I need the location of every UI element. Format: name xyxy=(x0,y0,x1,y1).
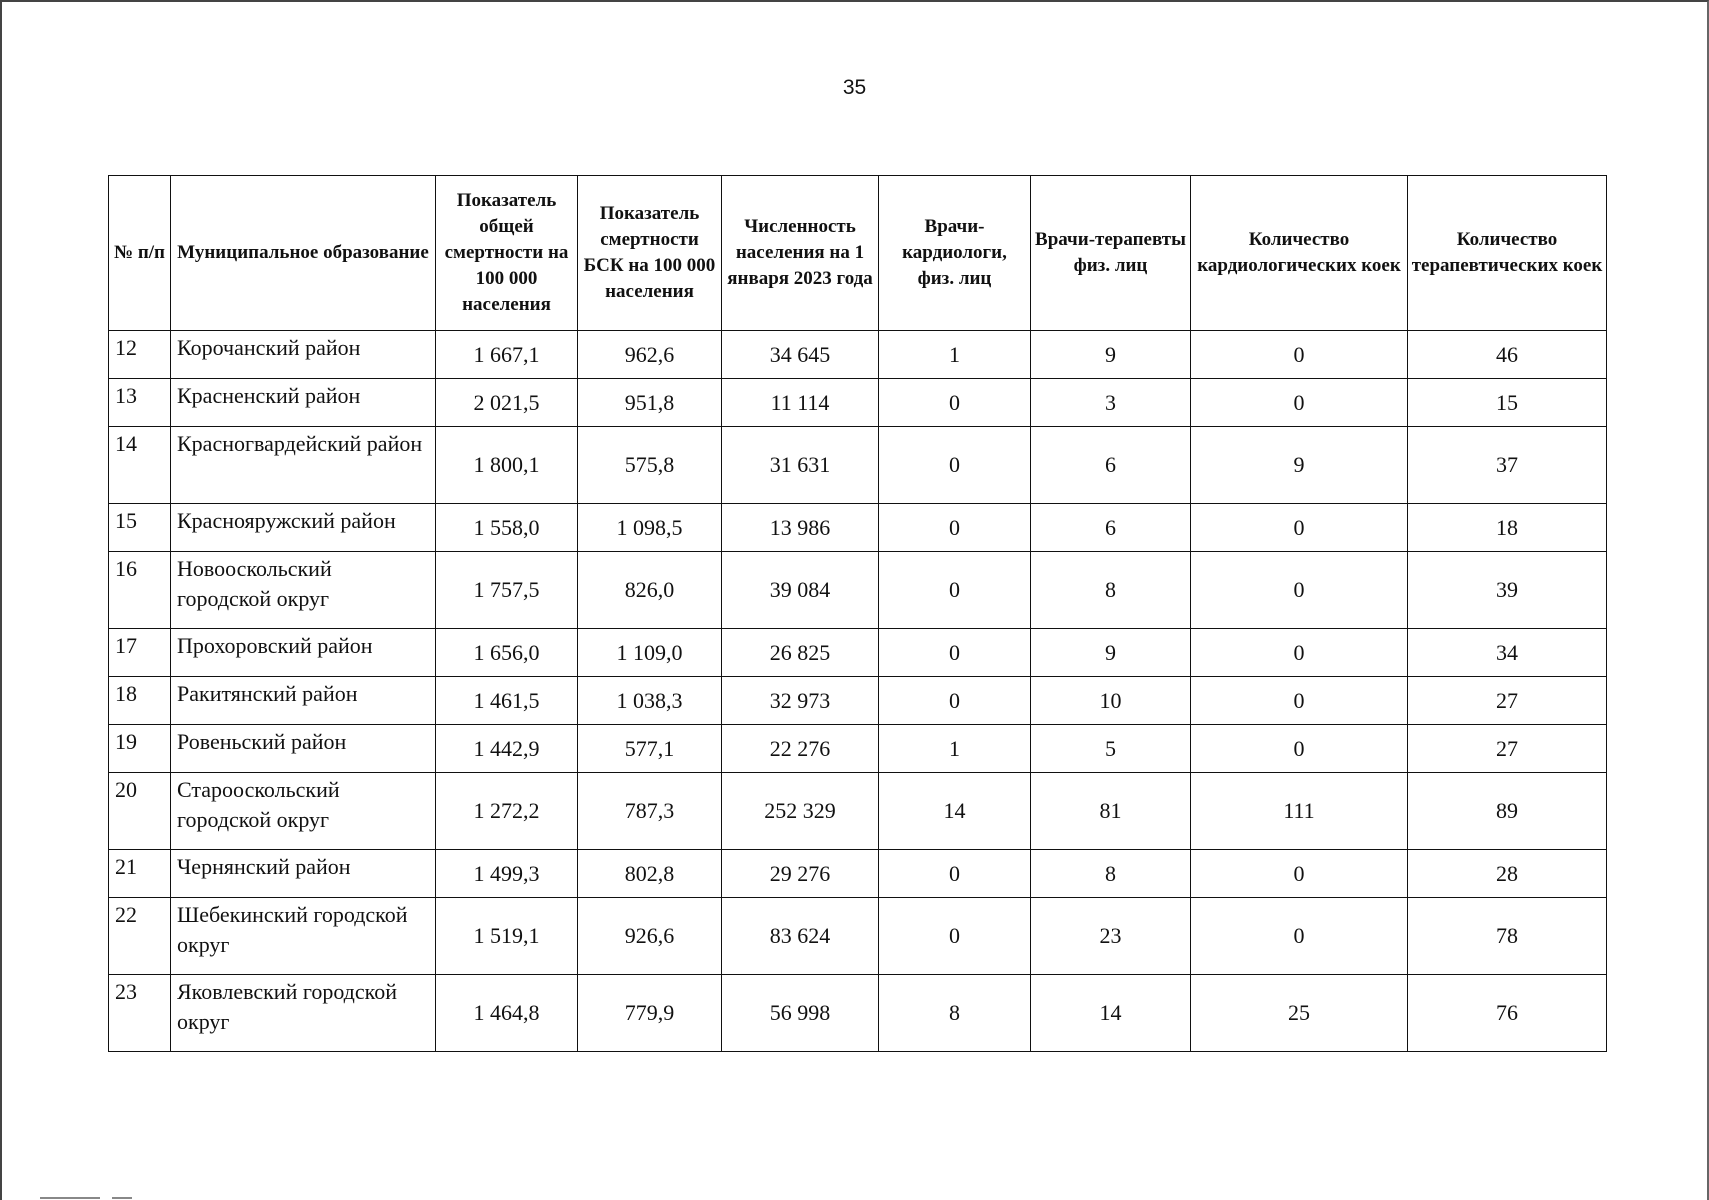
cardio-beds-count-cell: 0 xyxy=(1191,552,1408,629)
therapists-count-cell: 8 xyxy=(1031,552,1191,629)
therapists-count-cell: 8 xyxy=(1031,850,1191,898)
cardio-beds-count-cell: 25 xyxy=(1191,975,1408,1052)
cardiologists-count-cell: 0 xyxy=(879,629,1031,677)
therapists-count-cell: 81 xyxy=(1031,773,1191,850)
cardiologists-count-cell: 14 xyxy=(879,773,1031,850)
cardiologists-count-cell: 1 xyxy=(879,725,1031,773)
row-number-cell: 13 xyxy=(109,379,171,427)
therapy-beds-count-cell: 37 xyxy=(1408,427,1607,504)
population-cell: 32 973 xyxy=(722,677,879,725)
bsk-mortality-rate-cell: 826,0 xyxy=(578,552,722,629)
mortality-rate-cell: 1 499,3 xyxy=(436,850,578,898)
population-cell: 252 329 xyxy=(722,773,879,850)
table-row xyxy=(109,427,1607,504)
scan-artifact-line xyxy=(112,1197,132,1199)
bsk-mortality-rate-cell: 1 038,3 xyxy=(578,677,722,725)
table-row xyxy=(109,725,1607,773)
table-row xyxy=(109,898,1607,975)
bsk-mortality-rate-cell: 575,8 xyxy=(578,427,722,504)
bsk-mortality-rate-cell: 787,3 xyxy=(578,773,722,850)
cardiologists-count-cell: 0 xyxy=(879,677,1031,725)
cardio-beds-count-cell: 0 xyxy=(1191,504,1408,552)
therapists-count-cell: 23 xyxy=(1031,898,1191,975)
mortality-rate-cell: 1 464,8 xyxy=(436,975,578,1052)
mortality-rate-cell: 1 800,1 xyxy=(436,427,578,504)
population-cell: 26 825 xyxy=(722,629,879,677)
cardiologists-count-cell: 0 xyxy=(879,850,1031,898)
therapists-count-cell: 14 xyxy=(1031,975,1191,1052)
table-row xyxy=(109,677,1607,725)
therapy-beds-count-cell: 46 xyxy=(1408,331,1607,379)
mortality-rate-cell: 1 667,1 xyxy=(436,331,578,379)
row-number-cell: 14 xyxy=(109,427,171,504)
row-number-cell: 17 xyxy=(109,629,171,677)
bsk-mortality-rate-cell: 802,8 xyxy=(578,850,722,898)
row-number-cell: 21 xyxy=(109,850,171,898)
therapists-count-cell: 10 xyxy=(1031,677,1191,725)
bsk-mortality-rate-cell: 962,6 xyxy=(578,331,722,379)
therapy-beds-count-cell: 39 xyxy=(1408,552,1607,629)
cardio-beds-count-cell: 0 xyxy=(1191,629,1408,677)
therapy-beds-count-cell: 76 xyxy=(1408,975,1607,1052)
row-number-cell: 12 xyxy=(109,331,171,379)
municipality-name-cell: Красненский район xyxy=(171,379,436,427)
header-cell: Муниципальное образование xyxy=(171,176,436,331)
cardiologists-count-cell: 8 xyxy=(879,975,1031,1052)
cardio-beds-count-cell: 0 xyxy=(1191,331,1408,379)
therapy-beds-count-cell: 34 xyxy=(1408,629,1607,677)
therapists-count-cell: 9 xyxy=(1031,629,1191,677)
population-cell: 11 114 xyxy=(722,379,879,427)
header-cell: Врачи-кардиологи, физ. лиц xyxy=(879,176,1031,331)
row-number-cell: 16 xyxy=(109,552,171,629)
municipality-name-cell: Старооскольский городской округ xyxy=(171,773,436,850)
mortality-rate-cell: 1 519,1 xyxy=(436,898,578,975)
cardio-beds-count-cell: 0 xyxy=(1191,379,1408,427)
municipality-name-cell: Новооскольский городской округ xyxy=(171,552,436,629)
bsk-mortality-rate-cell: 926,6 xyxy=(578,898,722,975)
municipality-name-cell: Краснояружский район xyxy=(171,504,436,552)
header-cell: Численность населения на 1 января 2023 года xyxy=(722,176,879,331)
cardio-beds-count-cell: 0 xyxy=(1191,677,1408,725)
cardiologists-count-cell: 0 xyxy=(879,504,1031,552)
header-cell: Показатель общей смертности на 100 000 населения xyxy=(436,176,578,331)
population-cell: 83 624 xyxy=(722,898,879,975)
therapists-count-cell: 5 xyxy=(1031,725,1191,773)
therapy-beds-count-cell: 27 xyxy=(1408,725,1607,773)
header-row xyxy=(109,176,1607,331)
municipality-name-cell: Ракитянский район xyxy=(171,677,436,725)
therapy-beds-count-cell: 27 xyxy=(1408,677,1607,725)
scan-artifact-line xyxy=(40,1197,100,1199)
bsk-mortality-rate-cell: 1 098,5 xyxy=(578,504,722,552)
therapists-count-cell: 3 xyxy=(1031,379,1191,427)
population-cell: 56 998 xyxy=(722,975,879,1052)
mortality-rate-cell: 1 461,5 xyxy=(436,677,578,725)
therapy-beds-count-cell: 15 xyxy=(1408,379,1607,427)
mortality-rate-cell: 1 272,2 xyxy=(436,773,578,850)
row-number-cell: 15 xyxy=(109,504,171,552)
header-cell: № п/п xyxy=(109,176,171,331)
table-body xyxy=(109,331,1607,1052)
cardiologists-count-cell: 0 xyxy=(879,552,1031,629)
header-cell: Количество терапевтических коек xyxy=(1408,176,1607,331)
cardio-beds-count-cell: 9 xyxy=(1191,427,1408,504)
mortality-rate-cell: 2 021,5 xyxy=(436,379,578,427)
cardio-beds-count-cell: 0 xyxy=(1191,850,1408,898)
page-number: 35 xyxy=(842,76,867,99)
table-row xyxy=(109,629,1607,677)
therapy-beds-count-cell: 78 xyxy=(1408,898,1607,975)
bsk-mortality-rate-cell: 779,9 xyxy=(578,975,722,1052)
therapists-count-cell: 6 xyxy=(1031,504,1191,552)
therapists-count-cell: 9 xyxy=(1031,331,1191,379)
population-cell: 34 645 xyxy=(722,331,879,379)
municipality-name-cell: Ровеньский район xyxy=(171,725,436,773)
bsk-mortality-rate-cell: 1 109,0 xyxy=(578,629,722,677)
header-cell: Количество кардиологических коек xyxy=(1191,176,1408,331)
table-row xyxy=(109,773,1607,850)
header-cell: Показатель смертности БСК на 100 000 населения xyxy=(578,176,722,331)
therapy-beds-count-cell: 89 xyxy=(1408,773,1607,850)
row-number-cell: 20 xyxy=(109,773,171,850)
municipality-name-cell: Корочанский район xyxy=(171,331,436,379)
mortality-rate-cell: 1 442,9 xyxy=(436,725,578,773)
population-cell: 22 276 xyxy=(722,725,879,773)
header-cell: Врачи-терапевты физ. лиц xyxy=(1031,176,1191,331)
table-row xyxy=(109,975,1607,1052)
data-table xyxy=(108,175,1607,1052)
municipality-name-cell: Красногвардейский район xyxy=(171,427,436,504)
therapy-beds-count-cell: 18 xyxy=(1408,504,1607,552)
row-number-cell: 18 xyxy=(109,677,171,725)
therapists-count-cell: 6 xyxy=(1031,427,1191,504)
cardiologists-count-cell: 0 xyxy=(879,379,1031,427)
municipality-name-cell: Прохоровский район xyxy=(171,629,436,677)
mortality-rate-cell: 1 558,0 xyxy=(436,504,578,552)
population-cell: 31 631 xyxy=(722,427,879,504)
cardiologists-count-cell: 1 xyxy=(879,331,1031,379)
cardio-beds-count-cell: 0 xyxy=(1191,898,1408,975)
mortality-rate-cell: 1 757,5 xyxy=(436,552,578,629)
bsk-mortality-rate-cell: 951,8 xyxy=(578,379,722,427)
population-cell: 39 084 xyxy=(722,552,879,629)
row-number-cell: 23 xyxy=(109,975,171,1052)
bsk-mortality-rate-cell: 577,1 xyxy=(578,725,722,773)
population-cell: 29 276 xyxy=(722,850,879,898)
municipality-name-cell: Чернянский район xyxy=(171,850,436,898)
cardiologists-count-cell: 0 xyxy=(879,427,1031,504)
population-cell: 13 986 xyxy=(722,504,879,552)
mortality-rate-cell: 1 656,0 xyxy=(436,629,578,677)
table-row xyxy=(109,552,1607,629)
municipality-name-cell: Яковлевский городской округ xyxy=(171,975,436,1052)
table-row xyxy=(109,379,1607,427)
cardio-beds-count-cell: 0 xyxy=(1191,725,1408,773)
therapy-beds-count-cell: 28 xyxy=(1408,850,1607,898)
municipality-name-cell: Шебекинский городской округ xyxy=(171,898,436,975)
row-number-cell: 19 xyxy=(109,725,171,773)
table-row xyxy=(109,504,1607,552)
row-number-cell: 22 xyxy=(109,898,171,975)
table-row xyxy=(109,850,1607,898)
cardiologists-count-cell: 0 xyxy=(879,898,1031,975)
table-row xyxy=(109,331,1607,379)
cardio-beds-count-cell: 111 xyxy=(1191,773,1408,850)
